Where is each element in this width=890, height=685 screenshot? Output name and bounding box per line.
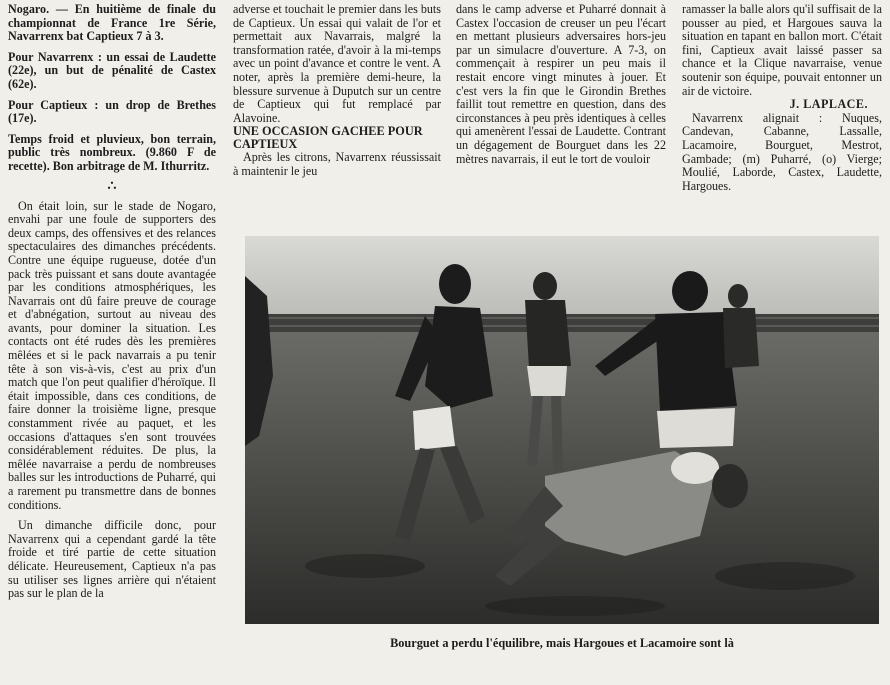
article-column-2 xyxy=(233,3,441,179)
photo-caption: Bourguet a perdu l'équilibre, mais Hargoues et Lacamoire sont là xyxy=(390,636,734,650)
article-paragraph: dans le camp adverse et Puharré donnait à Castex l'occasion de creuser un peu l'écart en mettant plusieurs adversaires hors-jeu par un simulacre d'ouverture. A 7-3, on commençait à respirer un peu mais il restait encore vingt minutes à jouer. Et c'est vers la fin que le Girondin Brethes faillit tout remettre en question, dans des circonstances à peu près identiques à celles qui amenèrent l'essai de Laudette. Contrant un dégagement de Bourguet dans les 22 mètres navarrais, il eut le tort de vouloir xyxy=(456,2,666,166)
team-lineup: Navarrenx alignait : Nuques, Candevan, Cabanne, Lassalle, Lacamoire, Bourguet, Mestrot, Gambade; (m) Puharré, (o) Vierge; Moulié, Laborde, Castex, Laudette, Hargoues. xyxy=(682,110,882,193)
article-column-4 xyxy=(682,3,882,193)
article-subheading: UNE OCCASION GACHEE POUR CAPTIEUX xyxy=(233,124,423,152)
match-conditions: Temps froid et pluvieux, bon terrain, public très nombreux. (9.860 F de recette). Bon arbitrage de M. Ithurritz. xyxy=(8,131,216,173)
author-signature: J. LAPLACE. xyxy=(789,97,868,112)
article-paragraph: adverse et touchait le premier dans les buts de Captieux. Un essai qui valait de l'or et permettait aux Navarrais, malgré la transformation ratée, d'avoir à la mi-temps avec un point d'avance et contre le vent. A noter, après la première demi-heure, la blessure survenue à Duputch sur un centre de Captieux qui fut remplacé par Alavoine. xyxy=(233,2,441,125)
article-lead: Nogaro. — En huitième de finale du championnat de France 1re Série, Navarrenx bat Captieux 7 à 3. xyxy=(8,2,216,44)
article-paragraph: Après les citrons, Navarrenx réussissait à maintenir le jeu xyxy=(233,150,441,178)
article-paragraph: On était loin, sur le stade de Nogaro, envahi par une foule de supporters des deux camps, des offensives et des relances spectaculaires des dimanches précédents. Contre une équipe rugueuse, dotée d'un pack très puissant et sans doute avantagée par les conditions atmosphériques, les Navarrais ont dû faire preuve de courage et d'abnégation, surtout au niveau des avants, pour dominer la situation. Les contacts ont été rudes dès les premières mêlées et si le pack navarrais a pu tenir tête à son vis-à-vis, c'est au prix d'un match que l'on peut qualifier d'héroïque. Il était impossible, dans ces conditions, de faire donner la troisième ligne, presque constamment rivée au paquet, et les occasions d'attaques s'en sont trouvées considérablement réduites. De plus, la mêlée navarraise a perdu de nombreuses balles sur les introductions de Puharré, qui a rarement pu transmettre dans de bonnes conditions. xyxy=(8,198,216,512)
article-paragraph: Un dimanche difficile donc, pour Navarrenx qui a cependant gardé la tête froide et tiré partie de cette situation délicate. Heureusement, Captieux n'a pas su utiliser ses lignes arrière qui n'étaient pas sur le plan de la xyxy=(8,518,216,601)
photo-illustration xyxy=(245,236,879,624)
rugby-match-photo xyxy=(245,236,879,624)
scorers-captieux: Pour Captieux : un drop de Brethes (17e). xyxy=(8,97,216,126)
section-separator: ∴ xyxy=(107,178,117,194)
article-column-1 xyxy=(8,3,216,601)
article-column-3 xyxy=(456,3,666,166)
scorers-navarrenx: Pour Navarrenx : un essai de Laudette (22e), un but de pénalité de Castex (62e). xyxy=(8,49,216,91)
article-paragraph: ramasser la balle alors qu'il suffisait de la pousser au pied, et Hargoues sauva la situation en tapant en ballon mort. C'était fini, Captieux avait laissé passer sa chance et la Clique navarraise, venue soutenir son équipe, pouvait entonner un air de victoire. xyxy=(682,2,882,98)
